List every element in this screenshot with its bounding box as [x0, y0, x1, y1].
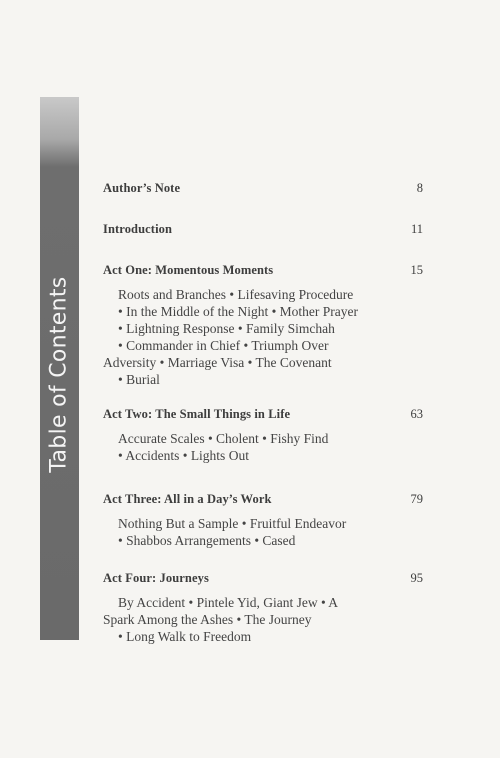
chapter-line: By Accident • Pintele Yid, Giant Jew • A	[118, 595, 339, 610]
toc-entry-introduction	[103, 222, 423, 237]
chapter-line: • Commander in Chief • Triumph Over	[118, 337, 329, 353]
toc-entry-chapters	[103, 595, 378, 646]
chapter-line: Adversity • Marriage Visa • The Covenant	[103, 354, 332, 370]
toc-entry-title: Author’s Note	[103, 181, 181, 195]
toc-entry-page: 15	[410, 263, 423, 277]
toc-entry-title: Act One: Momentous Moments	[103, 263, 274, 277]
sidebar-title-text: Table of Contents	[47, 275, 73, 473]
toc-entry-act-two	[103, 407, 423, 465]
chapter-line: Nothing But a Sample • Fruitful Endeavor	[118, 516, 347, 531]
toc-entry-page: 8	[416, 181, 423, 195]
toc-entry-chapters	[118, 516, 378, 550]
toc-entry-chapters	[103, 287, 378, 388]
toc-entry-page: 79	[410, 492, 423, 506]
chapter-line: • Accidents • Lights Out	[118, 447, 249, 463]
toc-entry-title: Act Three: All in a Day’s Work	[103, 492, 272, 506]
chapter-line: Spark Among the Ashes • The Journey	[103, 611, 312, 627]
chapter-line: • In the Middle of the Night • Mother Prayer	[118, 303, 359, 319]
toc-entry-authors-note	[103, 181, 423, 196]
chapter-line: • Shabbos Arrangements • Cased	[118, 532, 296, 548]
toc-entry-page: 95	[410, 571, 423, 585]
toc-entry-title: Act Four: Journeys	[103, 571, 209, 585]
toc-entry-act-four	[103, 571, 423, 646]
chapter-line: Accurate Scales • Cholent • Fishy Find	[118, 431, 329, 446]
chapter-line: • Burial	[118, 371, 160, 387]
chapter-line: • Long Walk to Freedom	[118, 628, 252, 644]
toc-entry-act-three	[103, 492, 423, 550]
toc-entry-page: 11	[410, 222, 423, 236]
toc-entry-title: Act Two: The Small Things in Life	[103, 407, 291, 421]
chapter-line: Roots and Branches • Lifesaving Procedure	[118, 287, 354, 302]
toc-entry-page: 63	[410, 407, 423, 421]
chapter-line: • Lightning Response • Family Simchah	[118, 320, 335, 336]
sidebar-title	[40, 130, 79, 640]
toc-entry-chapters	[118, 431, 378, 465]
toc-entry-title: Introduction	[103, 222, 173, 236]
toc-entry-act-one	[103, 263, 423, 388]
